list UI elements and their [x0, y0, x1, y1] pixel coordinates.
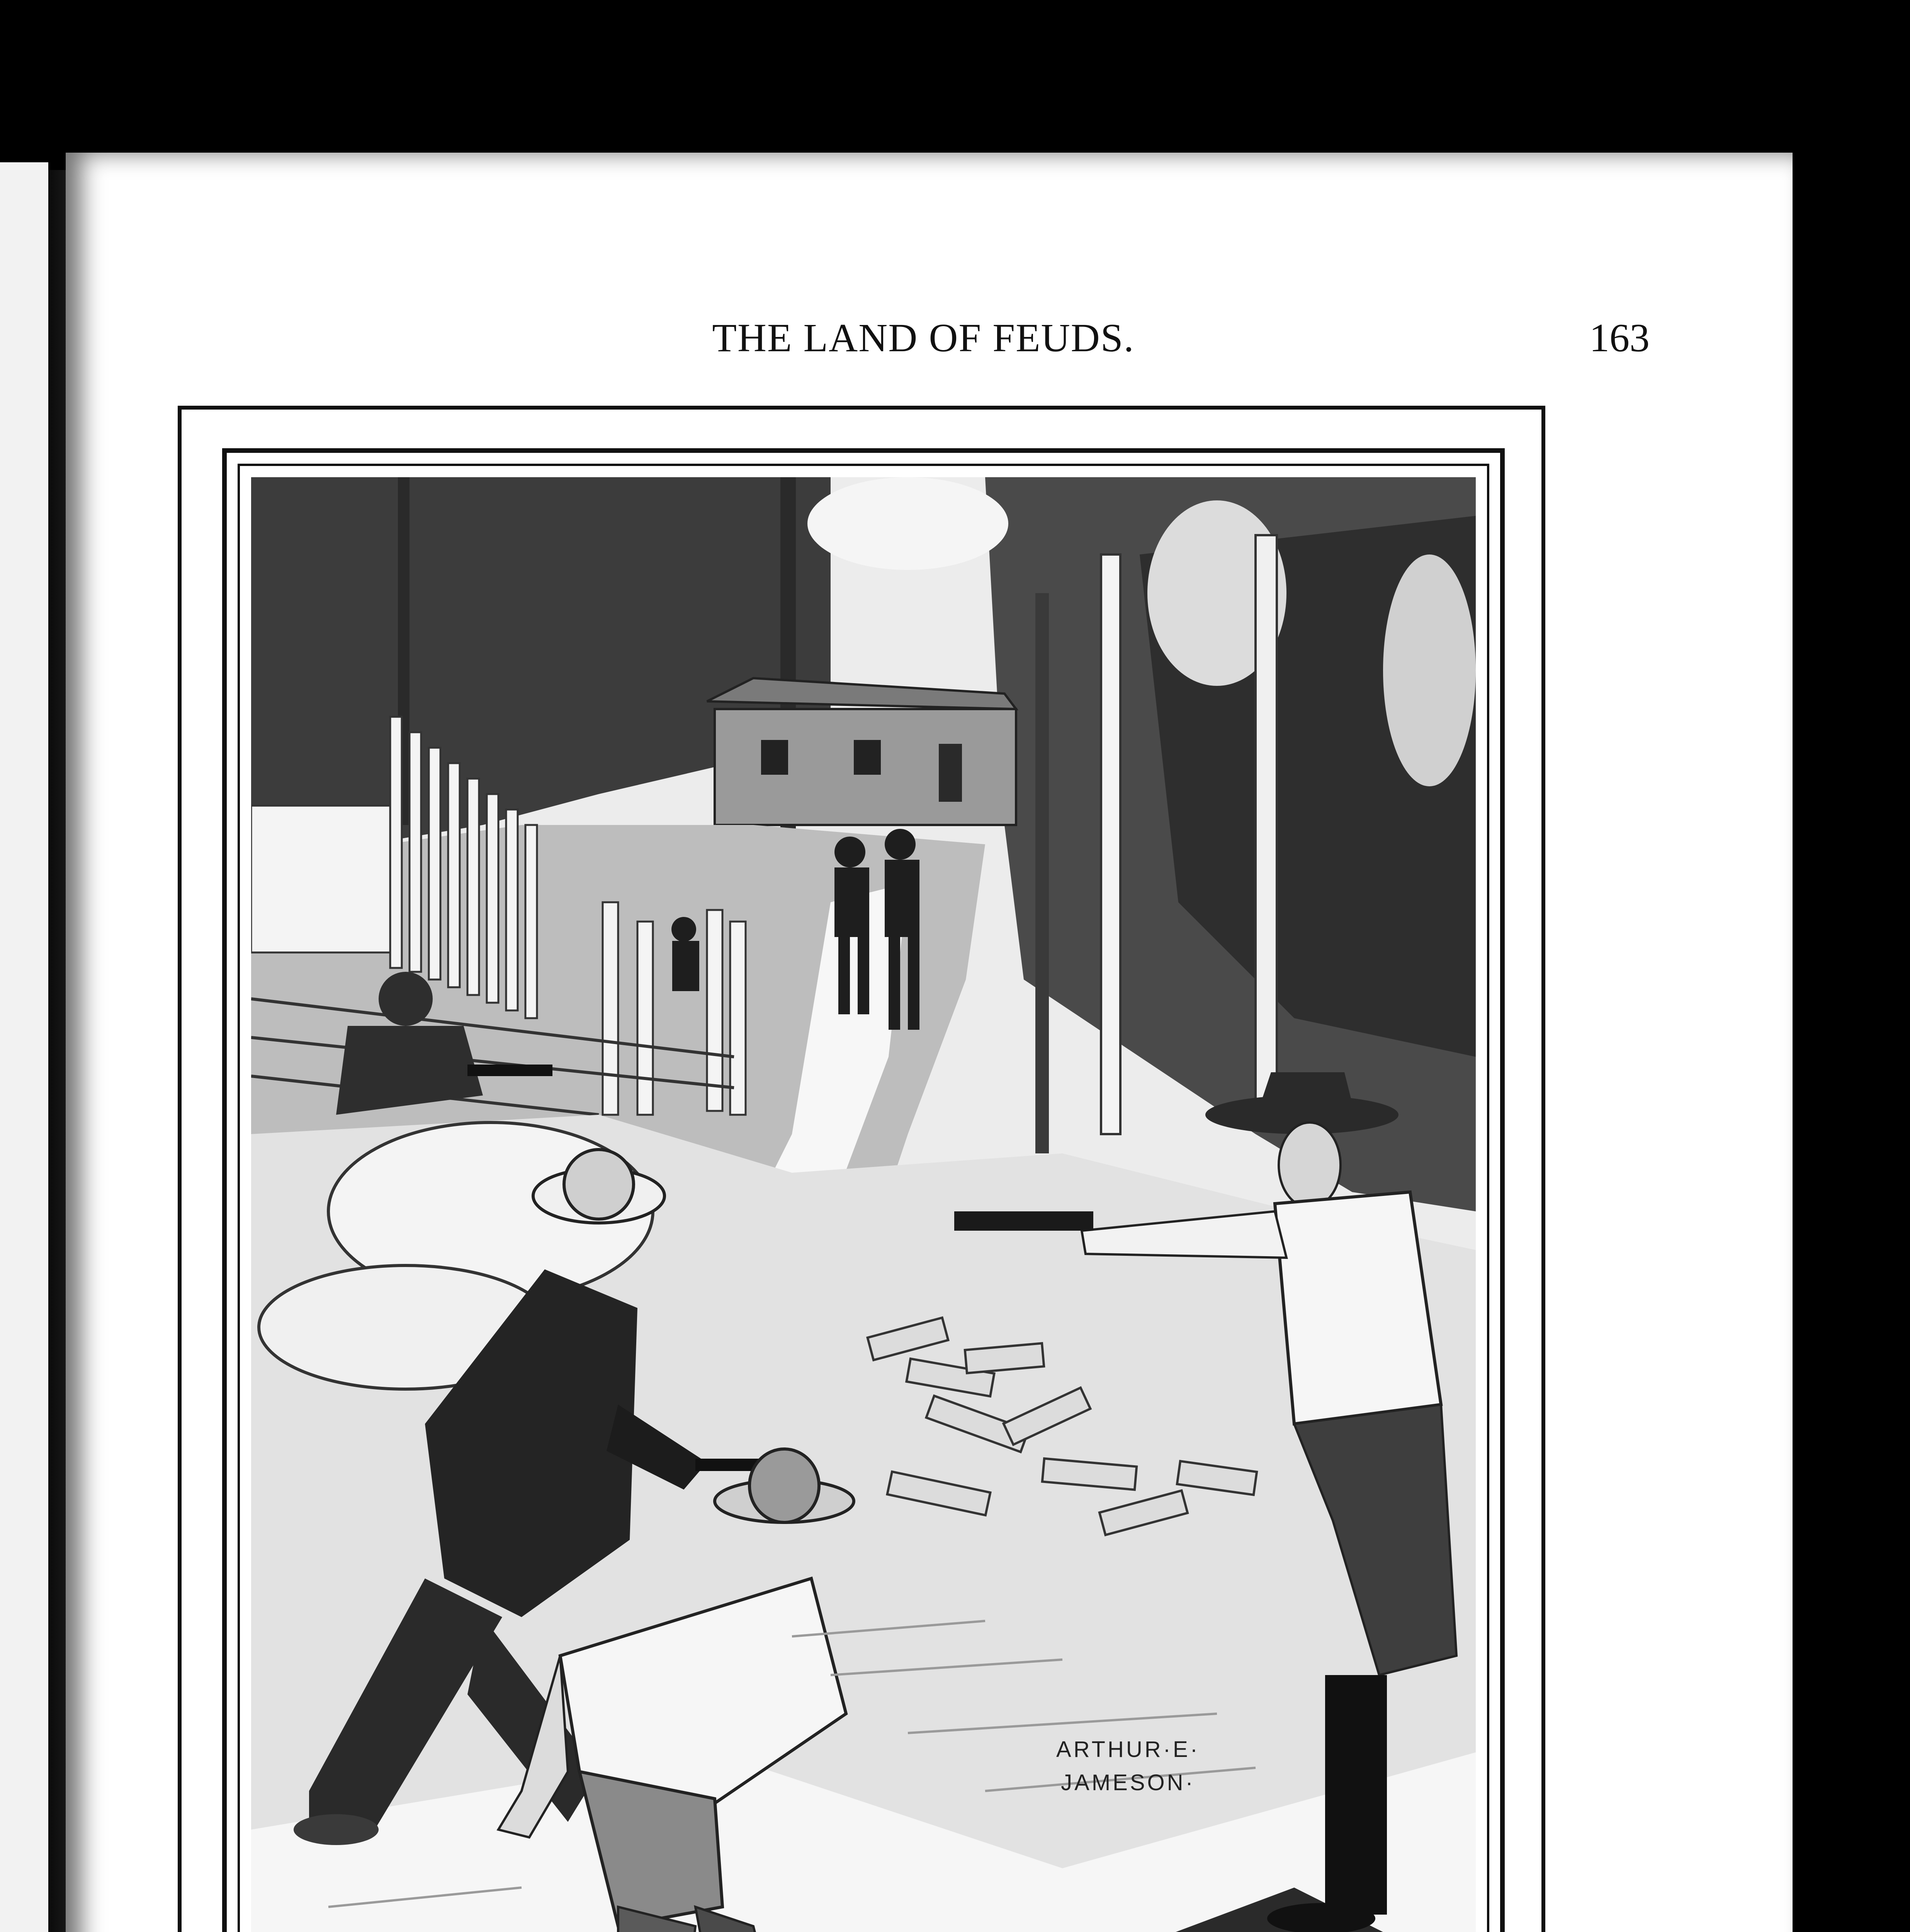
- artist-signature: [1039, 1733, 1217, 1799]
- running-title: THE LAND OF FEUDS.: [712, 316, 1135, 360]
- illustration-drawing: [251, 477, 1476, 1932]
- feud-illustration: [251, 477, 1476, 1932]
- page-number: 163: [1589, 316, 1650, 360]
- signature-line-1: ARTHUR·E·: [1056, 1737, 1200, 1762]
- page-header: [66, 315, 1793, 377]
- previous-page-edge: [0, 162, 48, 1932]
- signature-line-2: JAMESON·: [1061, 1770, 1195, 1795]
- book-page: [66, 153, 1793, 1932]
